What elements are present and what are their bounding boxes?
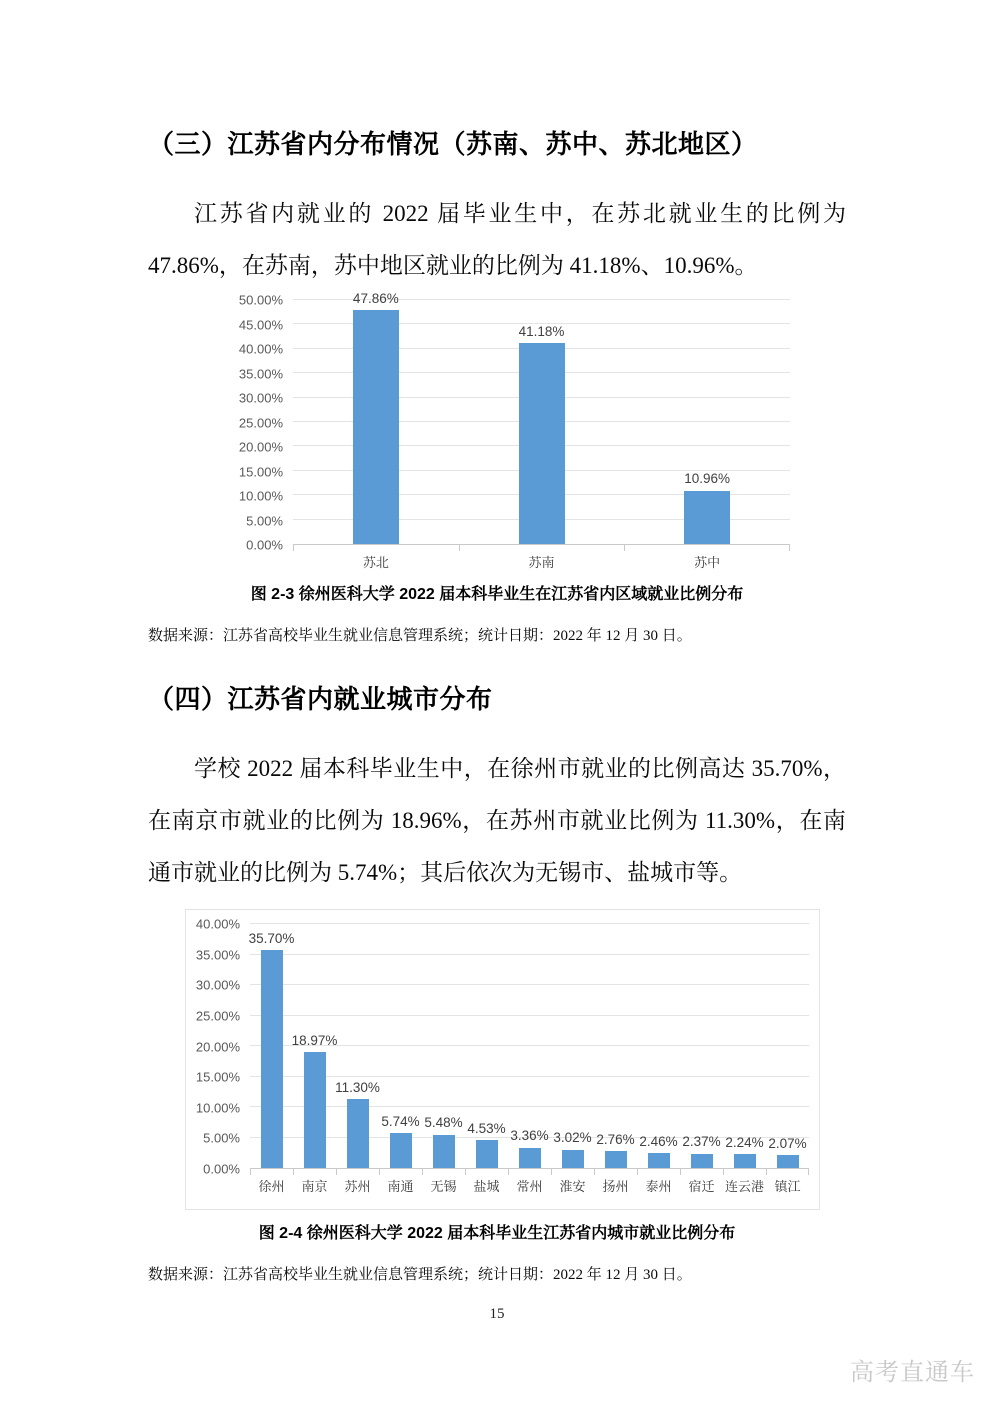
x-category-label: 泰州 (637, 1169, 680, 1195)
section-3-paragraph (148, 188, 846, 292)
y-tick-label: 15.00% (195, 1069, 240, 1085)
bar-cell (293, 290, 459, 544)
figure-2-4-caption: 图 2-4 徐州医科大学 2022 届本科毕业生江苏省内城市就业比例分布 (258, 1225, 736, 1242)
bar (261, 950, 283, 1168)
bar-value-label: 5.74% (381, 1113, 420, 1129)
plot-area (250, 924, 809, 1169)
watermark: 高考直通车 (850, 1359, 975, 1386)
bar (562, 1150, 584, 1168)
bar-chart-region-distribution (233, 290, 790, 571)
bar-cell (336, 924, 379, 1168)
paragraph-line: 学校 2022 届本科毕业生中，在徐州市就业的比例高达 35.70%， (194, 756, 846, 781)
bar-value-label: 35.70% (248, 930, 295, 946)
bar (476, 1140, 498, 1168)
y-tick-label: 0.00% (246, 537, 283, 553)
bar-cell (293, 924, 336, 1168)
y-tick-label: 40.00% (195, 916, 240, 932)
figure-2-4 (185, 909, 820, 1210)
x-category-label: 苏北 (293, 545, 459, 571)
paragraph-line: 通市就业的比例为 5.74%；其后依次为无锡市、盐城市等。 (148, 860, 743, 885)
section-4 (148, 681, 846, 1284)
section-4-paragraph (148, 743, 846, 899)
bar (648, 1153, 670, 1168)
y-tick-label: 30.00% (195, 977, 240, 993)
y-tick-label: 50.00% (238, 292, 283, 308)
bar-value-label: 5.48% (424, 1115, 463, 1131)
x-category-label: 扬州 (594, 1169, 637, 1195)
figure-2-3-data-source: 数据来源：江苏省高校毕业生就业信息管理系统；统计日期：2022 年 12 月 30 日。 (148, 628, 692, 644)
bar (605, 1151, 627, 1168)
y-tick-label: 10.00% (238, 488, 283, 504)
section-4-heading: （四）江苏省内就业城市分布 (148, 684, 493, 714)
paragraph-line: 47.86%，在苏南，苏中地区就业的比例为 41.18%、10.96%。 (148, 253, 758, 278)
bar-value-label: 41.18% (518, 323, 565, 339)
section-3 (148, 126, 846, 645)
bar-value-label: 2.46% (639, 1133, 678, 1149)
y-tick-label: 20.00% (238, 439, 283, 455)
y-axis (190, 916, 250, 1177)
figure-2-4-data-source: 数据来源：江苏省高校毕业生就业信息管理系统；统计日期：2022 年 12 月 30 日。 (148, 1267, 692, 1283)
bar (691, 1154, 713, 1168)
y-tick-label: 0.00% (203, 1161, 240, 1177)
y-tick-label: 10.00% (195, 1100, 240, 1116)
y-tick-label: 40.00% (238, 341, 283, 357)
x-category-label: 连云港 (723, 1169, 766, 1195)
bar-cell (422, 924, 465, 1168)
x-category-label: 无锡 (422, 1169, 465, 1195)
bar-value-label: 2.24% (725, 1134, 764, 1150)
bar-value-label: 18.97% (291, 1032, 338, 1048)
y-tick-label: 20.00% (195, 1039, 240, 1054)
bar-cell (766, 924, 809, 1168)
bar-value-label: 3.02% (553, 1130, 592, 1146)
y-tick-label: 25.00% (238, 415, 283, 430)
bar-value-label: 4.53% (467, 1120, 506, 1136)
bar-cell (680, 924, 723, 1168)
bar-value-label: 2.37% (682, 1134, 721, 1150)
bar-chart-city-distribution (190, 916, 809, 1195)
x-category-label: 苏南 (459, 545, 625, 571)
x-axis (293, 545, 790, 571)
figure-2-3-caption: 图 2-3 徐州医科大学 2022 届本科毕业生在江苏省内区域就业比例分布 (250, 586, 744, 603)
y-tick-label: 30.00% (238, 390, 283, 406)
x-category-label: 南京 (293, 1169, 336, 1195)
page-number: 15 (489, 1306, 505, 1322)
x-category-label: 南通 (379, 1169, 422, 1195)
x-category-label: 淮安 (551, 1169, 594, 1195)
bar-value-label: 11.30% (335, 1079, 380, 1095)
section-3-heading: （三）江苏省内分布情况（苏南、苏中、苏北地区） (148, 129, 758, 159)
bar-cell (508, 924, 551, 1168)
bar (347, 1099, 369, 1168)
x-category-label: 苏州 (336, 1169, 379, 1195)
plot-area (293, 290, 790, 545)
chart-plot-row (233, 290, 790, 553)
paragraph-line: 江苏省内就业的 2022 届毕业生中，在苏北就业生的比例为 (194, 201, 846, 226)
bar (433, 1135, 455, 1168)
bar (777, 1155, 799, 1168)
y-tick-label: 5.00% (203, 1130, 240, 1146)
x-axis (250, 1169, 809, 1195)
y-axis (233, 292, 293, 553)
bar-cell (624, 300, 790, 544)
bar-cell (594, 924, 637, 1168)
bar-value-label: 47.86% (352, 290, 399, 306)
bar-cell (723, 924, 766, 1168)
bar-cell (637, 924, 680, 1168)
x-category-label: 徐州 (250, 1169, 293, 1195)
x-category-label: 常州 (508, 1169, 551, 1195)
x-category-label: 苏中 (624, 545, 790, 571)
paragraph-line: 在南京市就业的比例为 18.96%，在苏州市就业比例为 11.30%，在南 (148, 808, 846, 833)
bar-cell (379, 924, 422, 1168)
x-category-label: 宿迁 (680, 1169, 723, 1195)
bar-cell (250, 924, 293, 1168)
y-tick-label: 5.00% (246, 513, 283, 528)
bar-value-label: 3.36% (510, 1128, 549, 1144)
bar (519, 1148, 541, 1168)
bar-value-label: 2.07% (768, 1135, 807, 1151)
x-category-label: 镇江 (766, 1169, 809, 1195)
bar-cell (465, 924, 508, 1168)
y-tick-label: 35.00% (195, 947, 240, 963)
bar-value-label: 10.96% (684, 471, 731, 487)
chart-plot-row (190, 916, 809, 1177)
figure-2-3 (233, 290, 790, 571)
bar-cell (551, 924, 594, 1168)
y-tick-label: 35.00% (238, 366, 283, 381)
x-category-label: 盐城 (465, 1169, 508, 1195)
bar-value-label: 2.76% (596, 1131, 635, 1147)
bar (390, 1133, 412, 1168)
bar (734, 1154, 756, 1168)
bar (684, 491, 730, 544)
y-tick-label: 25.00% (195, 1008, 240, 1024)
bar (519, 343, 565, 544)
bar-cell (459, 300, 625, 544)
bar (304, 1052, 326, 1168)
y-tick-label: 45.00% (238, 317, 283, 332)
bar (353, 310, 399, 544)
y-tick-label: 15.00% (238, 464, 283, 479)
